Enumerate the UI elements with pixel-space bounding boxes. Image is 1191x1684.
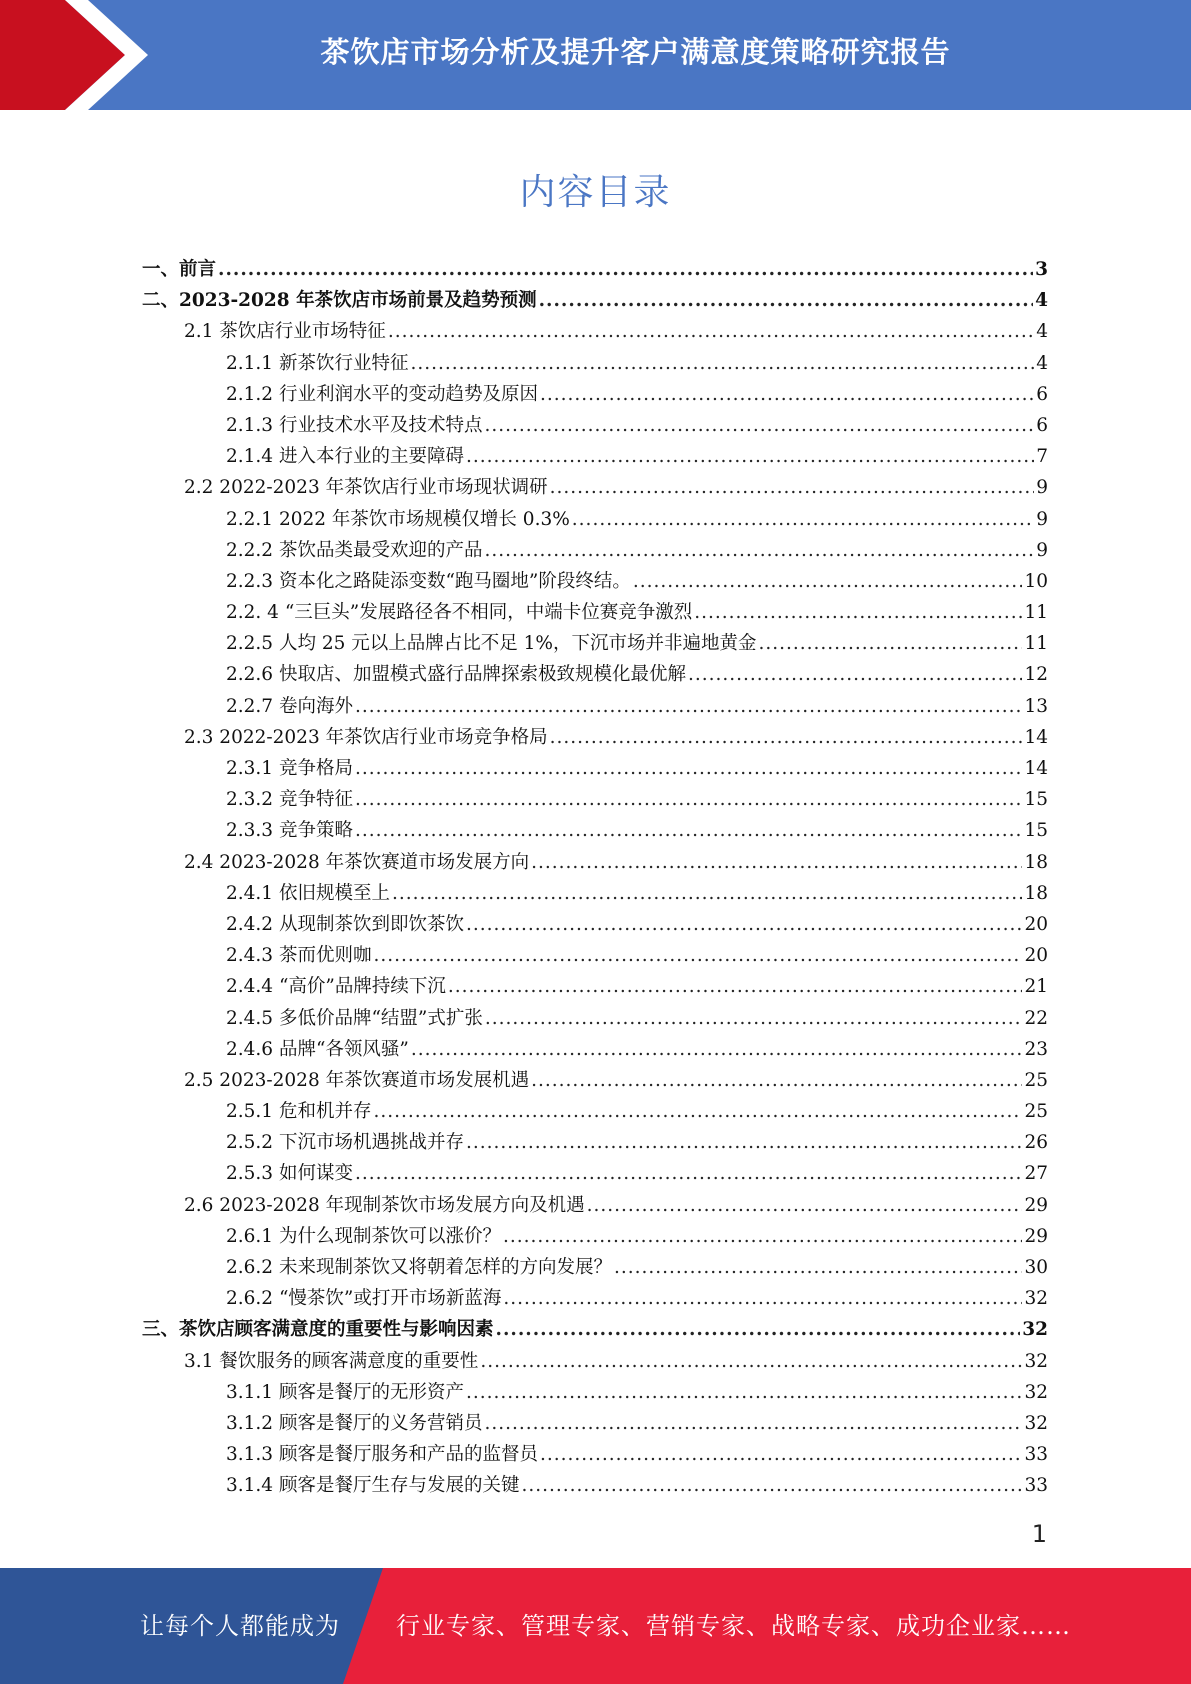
toc-entry-page: 33 <box>1024 1444 1048 1466</box>
toc-entry[interactable] <box>142 1065 1048 1096</box>
toc-entry[interactable] <box>142 1470 1048 1501</box>
toc-entry-page: 32 <box>1024 1350 1048 1372</box>
toc-entry-page: 7 <box>1036 446 1048 468</box>
toc-entry-page: 18 <box>1024 882 1048 904</box>
toc-entry-page: 9 <box>1036 508 1048 530</box>
toc-entry-page: 10 <box>1024 570 1048 592</box>
toc-entry-title: 2.2.6 快取店、加盟模式盛行品牌探索极致规模化最优解 <box>226 664 686 686</box>
toc-dot-leader <box>694 597 1022 628</box>
toc-dot-leader <box>410 348 1034 379</box>
toc-entry-title: 2.2. 4 “三巨头”发展路径各不相同，中端卡位赛竞争激烈 <box>226 602 693 624</box>
toc-dot-leader <box>540 1439 1022 1470</box>
toc-entry[interactable] <box>142 1346 1048 1377</box>
toc-dot-leader <box>688 659 1022 690</box>
toc-entry-title: 2.4.4 “高价”品牌持续下沉 <box>226 976 446 998</box>
toc-entry-title: 2.1.4 进入本行业的主要障碍 <box>226 446 464 468</box>
toc-entry-title: 2.3.2 竞争特征 <box>226 789 353 811</box>
toc-entry[interactable] <box>142 1408 1048 1439</box>
toc-entry-title: 2.5.1 危和机并存 <box>226 1101 372 1123</box>
toc-dot-leader <box>521 1470 1022 1501</box>
toc-entry-page: 14 <box>1024 758 1048 779</box>
toc-dot-leader <box>484 1408 1022 1439</box>
toc-entry-title: 2.4.6 品牌“各领风骚” <box>226 1038 409 1060</box>
toc-dot-leader <box>614 1252 1022 1283</box>
toc-entry[interactable] <box>142 909 1048 940</box>
toc-entry-title: 2.2.3 资本化之路陡添变数“跑马圈地”阶段终结。 <box>226 570 631 592</box>
toc-entry-page: 11 <box>1024 633 1048 655</box>
toc-entry[interactable] <box>142 815 1048 846</box>
toc-entry[interactable] <box>142 597 1048 628</box>
toc-entry-title: 2.2.1 2022 年茶饮市场规模仅增长 0.3% <box>226 508 570 530</box>
toc-entry-title: 二、2023-2028 年茶饮店市场前景及趋势预测 <box>142 290 537 312</box>
toc-entry-page: 15 <box>1024 820 1048 842</box>
toc-entry[interactable] <box>142 1314 1048 1345</box>
toc-entry-title: 2.6.2 未来现制茶饮又将朝着怎样的方向发展？ <box>226 1257 612 1278</box>
toc-dot-leader <box>466 909 1022 940</box>
toc-entry[interactable] <box>142 472 1048 503</box>
toc-entry-title: 三、茶饮店顾客满意度的重要性与影响因素 <box>142 1319 494 1341</box>
toc-dot-leader <box>539 285 1034 316</box>
toc-entry-title: 2.6 2023-2028 年现制茶饮市场发展方向及机遇 <box>184 1194 585 1216</box>
toc-dot-leader <box>633 566 1023 597</box>
toc-entry-page: 25 <box>1024 1101 1048 1123</box>
report-title: 茶饮店市场分析及提升客户满意度策略研究报告 <box>320 34 951 69</box>
toc-dot-leader <box>466 1377 1022 1408</box>
toc-entry-page: 3 <box>1035 259 1048 280</box>
toc-entry-page: 14 <box>1024 726 1048 748</box>
toc-dot-leader <box>355 753 1023 784</box>
toc-dot-leader <box>485 1003 1023 1034</box>
toc-entry[interactable] <box>142 753 1048 784</box>
toc-dot-leader <box>531 847 1022 878</box>
toc-heading: 内容目录 <box>519 172 672 213</box>
toc-entry-title: 2.5.3 如何谋变 <box>226 1163 353 1185</box>
page-number: 1 <box>1031 1520 1047 1548</box>
toc-entry-page: 4 <box>1036 321 1048 343</box>
toc-entry-page: 11 <box>1024 602 1048 624</box>
toc-entry[interactable] <box>142 1158 1048 1189</box>
chevron-decoration <box>0 0 160 110</box>
toc-dot-leader <box>759 628 1023 659</box>
toc-dot-leader <box>466 441 1034 472</box>
toc-entry[interactable] <box>142 1252 1048 1283</box>
toc-entry-title: 2.6.2 “慢茶饮”或打开市场新蓝海 <box>226 1288 502 1310</box>
toc-entry-title: 3.1.3 顾客是餐厅服务和产品的监督员 <box>226 1444 538 1466</box>
toc-entry-title: 2.3.3 竞争策略 <box>226 820 353 842</box>
toc-entry[interactable] <box>142 691 1048 722</box>
toc-entry-title: 2.4.5 多低价品牌“结盟”式扩张 <box>226 1007 483 1029</box>
toc-entry-page: 32 <box>1024 1288 1048 1310</box>
toc-entry-page: 26 <box>1024 1132 1048 1154</box>
toc-dot-leader <box>480 1346 1022 1377</box>
toc-entry[interactable] <box>142 1034 1048 1065</box>
toc-entry-title: 2.1.2 行业利润水平的变动趋势及原因 <box>226 383 538 405</box>
toc-entry-title: 3.1.4 顾客是餐厅生存与发展的关键 <box>226 1475 520 1497</box>
toc-entry[interactable] <box>142 316 1048 347</box>
toc-dot-leader <box>373 940 1022 971</box>
toc-entry-title: 2.5 2023-2028 年茶饮赛道市场发展机遇 <box>184 1069 530 1091</box>
toc-entry[interactable] <box>142 940 1048 971</box>
toc-dot-leader <box>466 1127 1022 1158</box>
toc-entry[interactable] <box>142 348 1048 379</box>
toc-entry-page: 9 <box>1036 539 1048 561</box>
toc-entry[interactable] <box>142 410 1048 441</box>
toc-dot-leader <box>540 379 1034 410</box>
toc-entry[interactable] <box>142 1439 1048 1470</box>
toc-dot-leader <box>484 410 1034 441</box>
header-band <box>0 0 1191 110</box>
toc-dot-leader <box>388 316 1034 347</box>
toc-dot-leader <box>448 971 1023 1002</box>
toc-entry-title: 2.3 2022-2023 年茶饮店行业市场竞争格局 <box>184 726 548 748</box>
toc-entry-page: 20 <box>1024 913 1048 935</box>
toc-entry[interactable] <box>142 441 1048 472</box>
toc-dot-leader <box>587 1190 1023 1221</box>
toc-entry-page: 29 <box>1024 1194 1048 1216</box>
toc-entry-page: 22 <box>1024 1007 1048 1029</box>
toc-entry[interactable] <box>142 1190 1048 1221</box>
toc-entry-title: 3.1 餐饮服务的顾客满意度的重要性 <box>184 1350 479 1372</box>
toc-dot-leader <box>572 504 1034 535</box>
toc-dot-leader <box>503 1221 1022 1252</box>
toc-entry-title: 2.4.2 从现制茶饮到即饮茶饮 <box>226 913 464 935</box>
toc-entry[interactable] <box>142 878 1048 909</box>
toc-entry[interactable] <box>142 1003 1048 1034</box>
toc-dot-leader <box>218 254 1033 285</box>
toc-entry-page: 21 <box>1024 976 1048 998</box>
toc-entry-page: 32 <box>1024 1381 1048 1403</box>
toc-entry-title: 3.1.1 顾客是餐厅的无形资产 <box>226 1381 464 1403</box>
toc-entry[interactable] <box>142 1127 1048 1158</box>
toc-entry-title: 2.2.5 人均 25 元以上品牌占比不足 1%，下沉市场并非遍地黄金 <box>226 633 757 655</box>
toc-entry-page: 4 <box>1036 352 1048 374</box>
toc-dot-leader <box>355 815 1023 846</box>
footer-slogan-left: 让每个人都能成为 <box>140 1612 340 1640</box>
footer-slogan-right: 行业专家、管理专家、营销专家、战略专家、成功企业家…… <box>396 1612 1071 1640</box>
toc-dot-leader <box>355 691 1023 722</box>
toc-entry-page: 30 <box>1024 1257 1048 1278</box>
toc-entry-page: 13 <box>1024 695 1048 717</box>
toc-entry-page: 32 <box>1022 1319 1048 1341</box>
toc-entry-title: 2.4.1 依旧规模至上 <box>226 882 390 904</box>
toc-entry[interactable] <box>142 722 1048 753</box>
toc-dot-leader <box>355 1158 1023 1189</box>
toc-entry[interactable] <box>142 285 1048 316</box>
table-of-contents <box>142 254 1048 1502</box>
toc-entry-page: 25 <box>1024 1069 1048 1091</box>
toc-entry-page: 20 <box>1024 945 1048 967</box>
toc-entry-title: 2.2 2022-2023 年茶饮店行业市场现状调研 <box>184 477 548 499</box>
toc-dot-leader <box>503 1283 1022 1314</box>
toc-entry-title: 2.3.1 竞争格局 <box>226 758 353 779</box>
toc-dot-leader <box>484 535 1034 566</box>
toc-entry[interactable] <box>142 504 1048 535</box>
toc-dot-leader <box>373 1096 1022 1127</box>
toc-entry-title: 2.5.2 下沉市场机遇挑战并存 <box>226 1132 464 1154</box>
toc-entry-page: 23 <box>1024 1038 1048 1060</box>
toc-entry-page: 32 <box>1024 1412 1048 1434</box>
toc-entry[interactable] <box>142 1377 1048 1408</box>
toc-entry-title: 2.2.2 茶饮品类最受欢迎的产品 <box>226 539 483 561</box>
footer-band <box>0 1568 1191 1684</box>
toc-dot-leader <box>550 722 1023 753</box>
toc-dot-leader <box>531 1065 1022 1096</box>
toc-dot-leader <box>550 472 1035 503</box>
toc-entry-title: 2.4.3 茶而优则咖 <box>226 945 372 967</box>
toc-entry-page: 27 <box>1024 1163 1048 1185</box>
toc-dot-leader <box>411 1034 1023 1065</box>
toc-dot-leader <box>496 1314 1021 1345</box>
toc-entry-title: 2.1 茶饮店行业市场特征 <box>184 321 386 343</box>
toc-entry-page: 6 <box>1036 414 1048 436</box>
toc-dot-leader <box>355 784 1023 815</box>
toc-entry-title: 2.2.7 卷向海外 <box>226 695 353 717</box>
toc-entry[interactable] <box>142 1283 1048 1314</box>
toc-entry-page: 33 <box>1024 1475 1048 1497</box>
toc-entry[interactable] <box>142 659 1048 690</box>
toc-entry-title: 2.1.1 新茶饮行业特征 <box>226 352 409 374</box>
toc-entry-page: 12 <box>1024 664 1048 686</box>
toc-entry-page: 4 <box>1035 290 1048 312</box>
toc-entry[interactable] <box>142 847 1048 878</box>
toc-entry-title: 3.1.2 顾客是餐厅的义务营销员 <box>226 1412 483 1434</box>
toc-entry[interactable] <box>142 628 1048 659</box>
toc-dot-leader <box>392 878 1022 909</box>
toc-entry[interactable] <box>142 535 1048 566</box>
toc-entry-page: 9 <box>1036 477 1048 499</box>
toc-entry[interactable] <box>142 971 1048 1002</box>
toc-entry-page: 29 <box>1024 1225 1048 1247</box>
toc-entry[interactable] <box>142 379 1048 410</box>
toc-entry-title: 2.1.3 行业技术水平及技术特点 <box>226 414 483 436</box>
toc-entry-page: 15 <box>1024 789 1048 811</box>
toc-entry[interactable] <box>142 566 1048 597</box>
toc-entry-page: 18 <box>1024 851 1048 873</box>
toc-entry[interactable] <box>142 1221 1048 1252</box>
toc-entry-page: 6 <box>1036 383 1048 405</box>
toc-entry-title: 2.6.1 为什么现制茶饮可以涨价？ <box>226 1225 501 1247</box>
toc-entry[interactable] <box>142 1096 1048 1127</box>
toc-entry[interactable] <box>142 784 1048 815</box>
toc-entry-title: 2.4 2023-2028 年茶饮赛道市场发展方向 <box>184 851 530 873</box>
toc-entry[interactable] <box>142 254 1048 285</box>
toc-entry-title: 一、前言 <box>142 259 217 280</box>
